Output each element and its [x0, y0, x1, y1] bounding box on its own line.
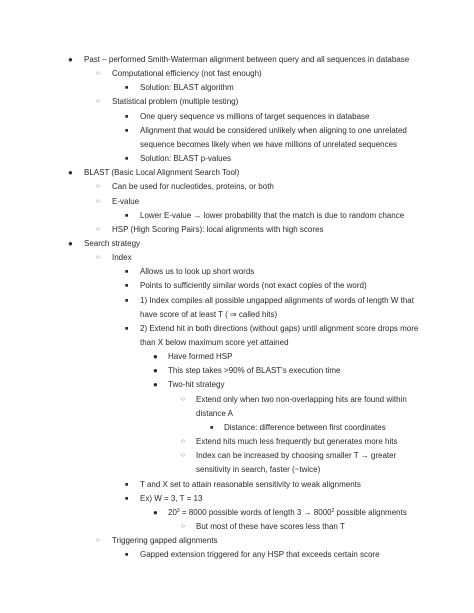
square-bullet-icon: ■ [125, 552, 129, 559]
note-line: have score of at least T ( ⇒ called hits) [140, 309, 278, 319]
note-line: sequence becomes likely when we have millions of unrelated sequences [140, 139, 398, 149]
circle-bullet-icon: ○ [181, 395, 185, 403]
circle-bullet-icon: ○ [181, 522, 185, 530]
note-line: E-value [112, 196, 140, 206]
circle-bullet-icon: ○ [96, 537, 100, 545]
square-bullet-icon: ■ [125, 127, 129, 134]
circle-bullet-icon: ○ [181, 452, 185, 460]
square-bullet-icon: ■ [125, 85, 129, 92]
circle-bullet-icon: ○ [96, 98, 100, 106]
square-bullet-icon: ■ [125, 269, 129, 276]
note-line: $20^3 = 8000$ possible words of length $3 \to 8000^2$ possible alignments [168, 507, 407, 517]
note-line: Points to sufficiently similar words (not exact copies of the word) [140, 281, 367, 291]
note-line: Solution: BLAST p-values [140, 154, 232, 164]
note-line: Triggering gapped alignments [112, 536, 218, 546]
note-line: 2) Extend hit in both directions (without gaps) until alignment score drops more [140, 323, 419, 333]
note-line: Computational efficiency (not fast enough) [112, 69, 262, 79]
square-bullet-icon: ■ [210, 424, 214, 431]
disc-bullet-icon: ● [68, 168, 73, 178]
note-line: Lower E-value → lower probability that the match is due to random chance [140, 210, 405, 220]
disc-bullet-icon: ● [68, 238, 73, 248]
note-line: Ex) W = 3, T = 13 [140, 493, 203, 503]
note-line: than X below maximum score yet attained [140, 338, 289, 347]
circle-bullet-icon: ○ [96, 183, 100, 191]
note-line: Extend hits much less frequently but generates more hits [196, 437, 398, 447]
note-line: Extend only when two non-overlapping hits are found within [196, 394, 407, 404]
note-line: T and X set to attain reasonable sensitivity to weak alignments [140, 479, 361, 489]
note-line: distance A [196, 408, 233, 418]
circle-bullet-icon: ○ [96, 254, 100, 262]
note-line: Index can be increased by choosing smaller T → greater [196, 451, 397, 461]
note-line: This step takes >90% of BLAST's execution time [168, 366, 341, 376]
note-line: BLAST (Basic Local Alignment Search Tool) [84, 168, 240, 178]
circle-bullet-icon: ○ [181, 438, 185, 446]
square-bullet-icon: ■ [125, 283, 129, 290]
disc-bullet-icon: ● [153, 507, 158, 517]
circle-bullet-icon: ○ [96, 225, 100, 233]
circle-bullet-icon: ○ [96, 197, 100, 205]
note-line: Two-hit strategy [168, 380, 225, 390]
note-line: Alignment that would be considered unlikely when aligning to one unrelated [140, 125, 407, 135]
square-bullet-icon: ■ [125, 212, 129, 219]
note-line: Past – performed Smith-Waterman alignment between query and all sequences in database [84, 55, 410, 64]
note-line: Solution: BLAST algorithm [140, 83, 234, 93]
square-bullet-icon: ■ [125, 325, 129, 332]
note-line: sensitivity in search, faster (~twice) [196, 465, 321, 475]
square-bullet-icon: ■ [125, 297, 129, 304]
note-line: Can be used for nucleotides, proteins, or both [112, 182, 274, 192]
square-bullet-icon: ■ [125, 481, 129, 488]
note-line: Distance: difference between first coordinates [224, 422, 386, 432]
disc-bullet-icon: ● [153, 352, 158, 362]
square-bullet-icon: ■ [125, 495, 129, 502]
note-line: Search strategy [84, 238, 141, 248]
circle-bullet-icon: ○ [96, 70, 100, 78]
note-line: Index [112, 253, 132, 263]
square-bullet-icon: ■ [125, 156, 129, 163]
disc-bullet-icon: ● [68, 55, 73, 64]
note-line: But most of these have scores less than T [196, 521, 345, 531]
note-line: Statistical problem (multiple testing) [112, 97, 239, 107]
disc-bullet-icon: ● [153, 366, 158, 376]
note-line: Allows us to look up short words [140, 267, 255, 277]
note-line: Gapped extension triggered for any HSP that exceeds certain score [140, 550, 380, 560]
note-line: HSP (High Scoring Pairs): local alignments with high scores [112, 224, 324, 234]
note-line: One query sequence vs millions of target sequences in database [140, 111, 370, 121]
disc-bullet-icon: ● [153, 380, 158, 390]
note-line: 1) Index compiles all possible ungapped alignments of words of length W that [140, 295, 414, 305]
square-bullet-icon: ■ [125, 113, 129, 120]
note-line: Have formed HSP [168, 352, 233, 362]
